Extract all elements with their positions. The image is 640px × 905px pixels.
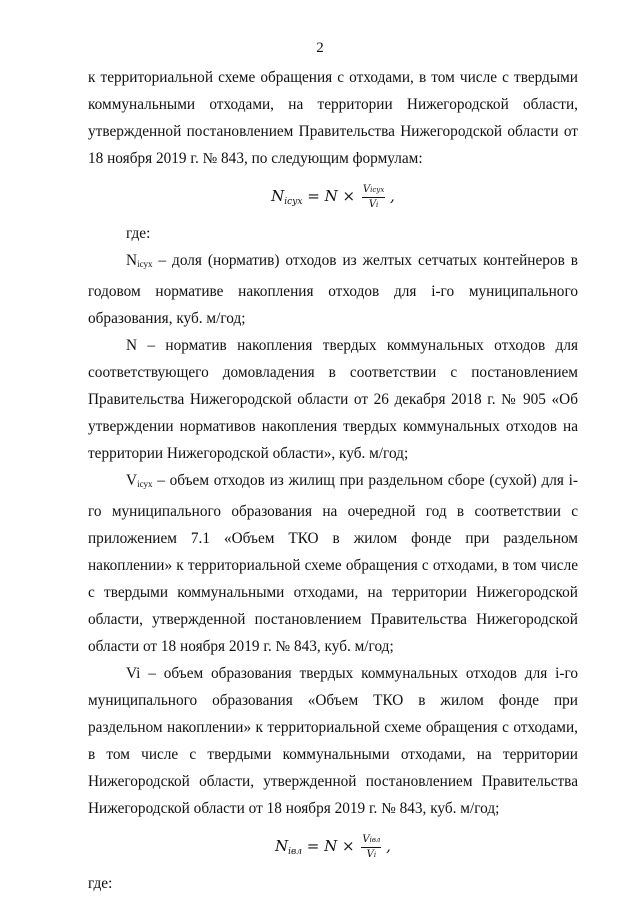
fraction-numerator: Viсух xyxy=(362,184,385,198)
formula-fraction xyxy=(361,834,381,861)
definition-n-dry: Niсух – доля (норматив) отходов из желтых сетчатых контейнеров в годовом нормативе накопления отходов для i-го муниципального образования, куб. м/год; xyxy=(88,252,578,327)
fraction-denominator: Vi xyxy=(368,198,379,210)
formula-lhs: N xyxy=(271,187,285,205)
formula-mid: = N × xyxy=(302,837,360,855)
definition-n: N – норматив накопления твердых коммунальных отходов для соответствующего домовладения в соответствии с постановлением Правительства Нижегородской области от 26 декабря 2018 г. № 905 «Об утверждении нормативов накопления твердых коммунальных отходов на территории Нижегородской области», куб. м/год; xyxy=(88,337,578,462)
definition-v-dry: Viсух – объем отходов из жилищ при раздельном сборе (сухой) для i-го муниципального образования на очередной год в соответствии с приложением 7.1 «Объем ТКО в жилом фонде при раздельном накоплении» к территориальной схеме обращения с отходами, в том числе с твердыми коммунальными отходами, на территории Нижегородской области, утвержденной постановлением Правительства Нижегородской области от 18 ноября 2019 г. № 843, куб. м/год; xyxy=(88,472,578,655)
formula-wet-waste-share xyxy=(88,822,578,870)
formula-lhs-sub: iсух xyxy=(284,197,303,207)
page-number: 2 xyxy=(316,40,324,56)
where-label-2: где: xyxy=(88,875,113,892)
formula-mid: = N × xyxy=(302,187,360,205)
definition-vi: Vi – объем образования твердых коммунальных отходов для i-го муниципального образования «Объем ТКО в жилом фонде при раздельном накоплении» к территориальной схеме обращения с отходами, в том числе с твердыми коммунальными отходами, на территории Нижегородской области, утвержденной постановлением Правительства Нижегородской области от 18 ноября 2019 г. № 843, куб. м/год; xyxy=(88,665,578,817)
fraction-numerator: Viвл xyxy=(361,834,381,848)
where-label: где: xyxy=(126,225,151,242)
formula-lhs-sub: iвл xyxy=(288,847,303,857)
document-body xyxy=(88,64,578,897)
formula-tail: , xyxy=(381,837,391,855)
formula-fraction xyxy=(362,184,385,211)
formula-lhs: N xyxy=(275,837,289,855)
formula-dry-waste-share xyxy=(88,172,578,220)
fraction-denominator: Vi xyxy=(366,848,377,860)
formula-tail: , xyxy=(385,187,395,205)
intro-paragraph: к территориальной схеме обращения с отходами, в том числе с твердыми коммунальными отходами, на территории Нижегородской области, утвержденной постановлением Правительства Нижегородской области от 18 ноября 2019 г. № 843, по следующим формулам: xyxy=(88,69,578,167)
